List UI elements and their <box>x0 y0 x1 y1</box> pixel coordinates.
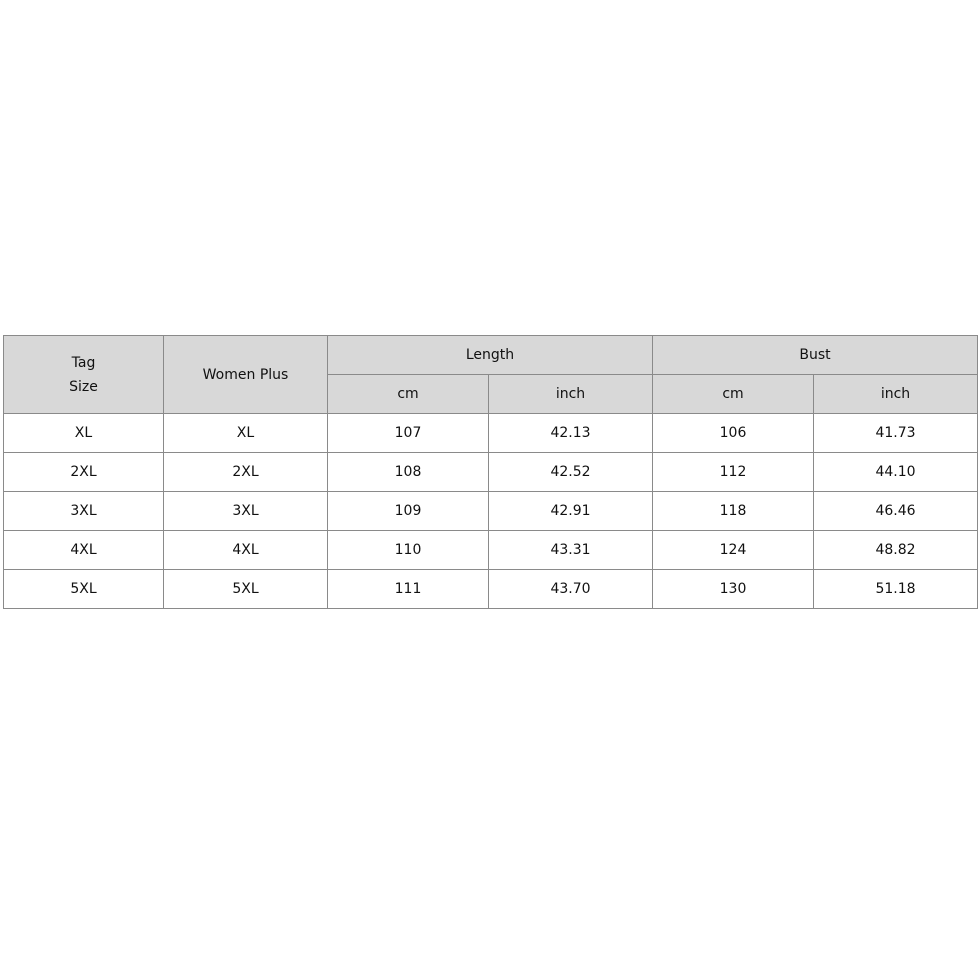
cell-length-cm: 110 <box>328 531 489 570</box>
cell-bust-inch: 41.73 <box>814 414 978 453</box>
cell-length-cm: 108 <box>328 453 489 492</box>
cell-bust-cm: 124 <box>653 531 814 570</box>
table-row <box>4 492 978 531</box>
header-length-inch: inch <box>489 375 653 414</box>
cell-tag-size: 4XL <box>4 531 164 570</box>
cell-bust-cm: 106 <box>653 414 814 453</box>
cell-length-inch: 42.13 <box>489 414 653 453</box>
cell-bust-inch: 44.10 <box>814 453 978 492</box>
cell-women-plus: XL <box>164 414 328 453</box>
table-row <box>4 570 978 609</box>
header-tag-size-line1: Tag <box>71 354 96 371</box>
size-chart-table <box>3 335 978 609</box>
header-women-plus: Women Plus <box>164 336 328 414</box>
cell-bust-cm: 118 <box>653 492 814 531</box>
header-row-top <box>4 336 978 375</box>
header-bust: Bust <box>653 336 978 375</box>
header-tag-size-line2: Size <box>69 378 98 395</box>
cell-length-inch: 42.91 <box>489 492 653 531</box>
cell-bust-inch: 48.82 <box>814 531 978 570</box>
cell-tag-size: 5XL <box>4 570 164 609</box>
header-bust-inch: inch <box>814 375 978 414</box>
cell-bust-cm: 112 <box>653 453 814 492</box>
cell-women-plus: 4XL <box>164 531 328 570</box>
cell-tag-size: 3XL <box>4 492 164 531</box>
header-tag-size <box>4 336 164 414</box>
cell-bust-inch: 51.18 <box>814 570 978 609</box>
cell-length-cm: 109 <box>328 492 489 531</box>
header-length: Length <box>328 336 653 375</box>
header-length-cm: cm <box>328 375 489 414</box>
cell-tag-size: XL <box>4 414 164 453</box>
cell-length-inch: 43.31 <box>489 531 653 570</box>
table-header <box>4 336 978 414</box>
cell-length-inch: 43.70 <box>489 570 653 609</box>
cell-bust-inch: 46.46 <box>814 492 978 531</box>
cell-length-inch: 42.52 <box>489 453 653 492</box>
cell-length-cm: 107 <box>328 414 489 453</box>
table-row <box>4 414 978 453</box>
cell-women-plus: 3XL <box>164 492 328 531</box>
cell-tag-size: 2XL <box>4 453 164 492</box>
cell-length-cm: 111 <box>328 570 489 609</box>
cell-women-plus: 2XL <box>164 453 328 492</box>
cell-women-plus: 5XL <box>164 570 328 609</box>
table-row <box>4 531 978 570</box>
table-body <box>4 414 978 609</box>
header-bust-cm: cm <box>653 375 814 414</box>
table-row <box>4 453 978 492</box>
cell-bust-cm: 130 <box>653 570 814 609</box>
